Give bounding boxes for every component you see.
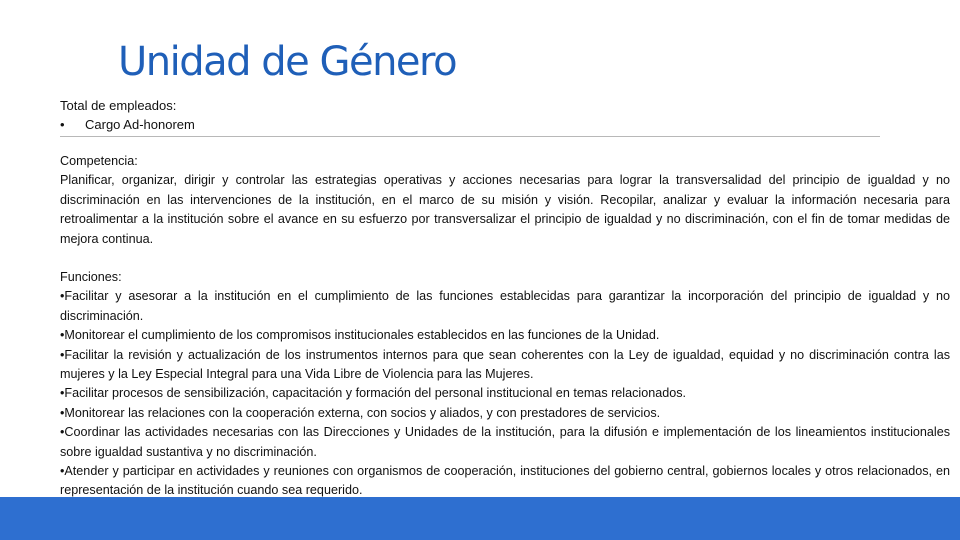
divider bbox=[60, 136, 880, 137]
footer-bar bbox=[0, 497, 960, 540]
funcion-item: •Facilitar la revisión y actualización de los instrumentos internos para que sean coherentes con la Ley de igualdad, equidad y no discriminación contra las mujeres y la Ley Especial Integral para una Vida Libre de Violencia para las Mujeres. bbox=[60, 347, 950, 382]
competencia-section bbox=[60, 152, 950, 249]
funcion-item: •Monitorear las relaciones con la cooperación externa, con socios y aliados, y con prestadores de servicios. bbox=[60, 405, 661, 420]
funciones-label: Funciones: bbox=[60, 270, 122, 284]
page-title: Unidad de Género bbox=[118, 39, 457, 85]
funcion-item: •Facilitar procesos de sensibilización, capacitación y formación del personal institucional en temas relacionados. bbox=[60, 386, 687, 401]
staff-item-text: Cargo Ad-honorem bbox=[85, 117, 195, 132]
staff-item bbox=[60, 115, 195, 134]
funcion-item: •Atender y participar en actividades y reuniones con organismos de cooperación, instituciones del gobierno central, gobiernos locales y otros relacionados, en representación de la institución cuando sea requerido. bbox=[60, 464, 950, 498]
funciones-section bbox=[60, 268, 950, 501]
funcion-item: •Facilitar y asesorar a la institución en el cumplimiento de las funciones establecidas para garantizar la incorporación del principio de igualdad y no discriminación. bbox=[60, 289, 950, 323]
competencia-text: Planificar, organizar, dirigir y controlar las estrategias operativas y acciones necesarias para lograr la transversalidad del principio de igualdad y no discriminación en las intervenciones de la institución, en el marco de su misión y visión. Recopilar, analizar y evaluar la información necesaria para retroalimentar a la institución sobre el avance en su esfuerzo por transversalizar el principio de igualdad y no discriminación, con el fin de tomar medidas de mejora continua. bbox=[60, 173, 950, 246]
bullet-icon: • bbox=[60, 117, 65, 132]
funcion-item: •Monitorear el cumplimiento de los compromisos institucionales establecidos en las funciones de la Unidad. bbox=[60, 328, 660, 343]
funcion-item: •Coordinar las actividades necesarias con las Direcciones y Unidades de la institución, para la difusión e implementación de los lineamientos institucionales sobre igualdad sustantiva y no discriminación. bbox=[60, 425, 950, 459]
staff-section bbox=[60, 96, 195, 134]
staff-label: Total de empleados: bbox=[60, 98, 177, 113]
competencia-label: Competencia: bbox=[60, 154, 138, 168]
